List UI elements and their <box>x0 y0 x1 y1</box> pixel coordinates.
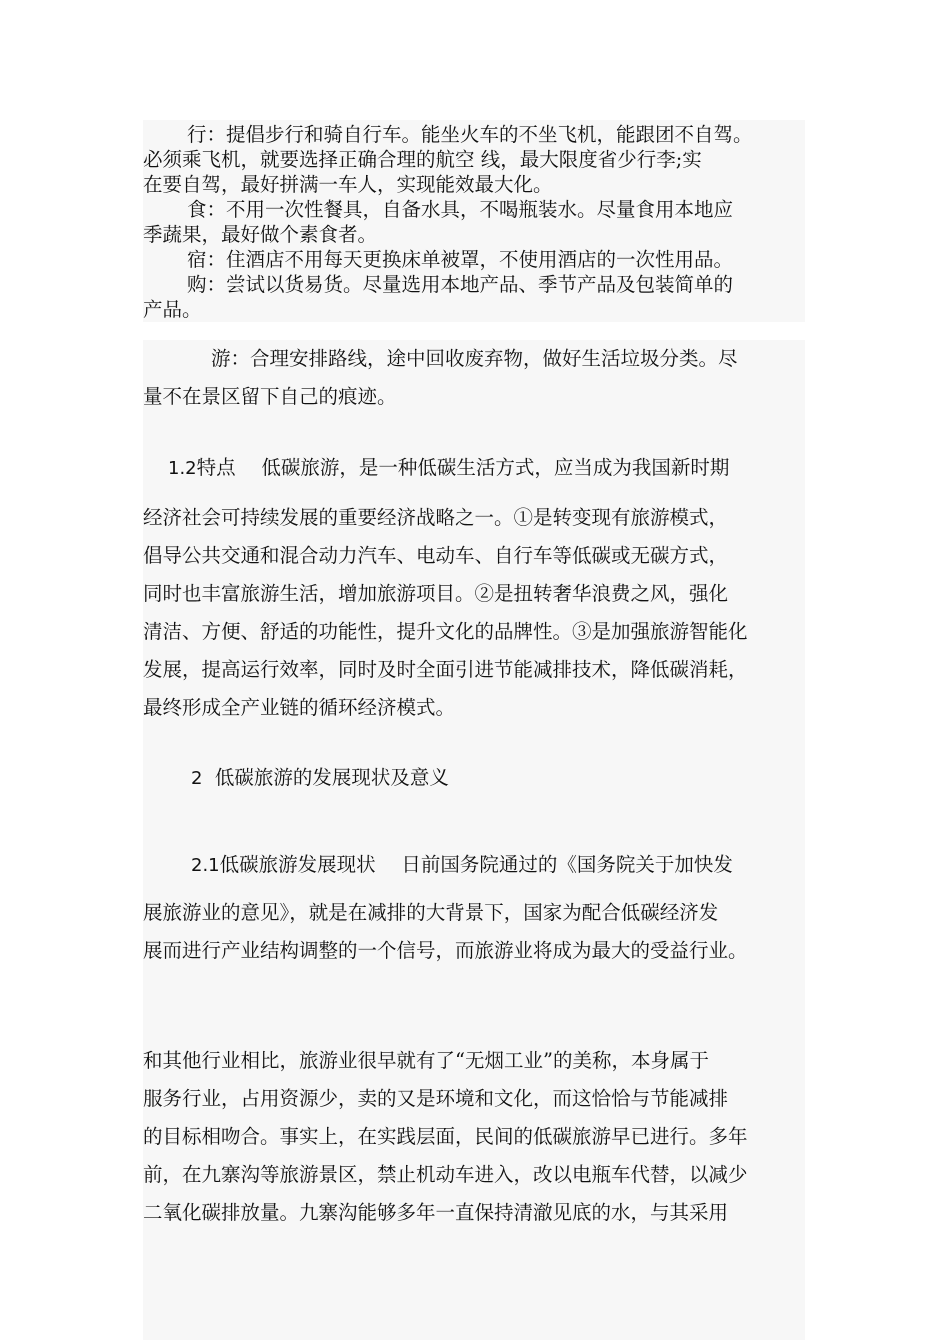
section-2-1-line2: 展旅游业的意见》，就是在减排的大背景下，国家为配合低碳经济发 <box>143 901 719 924</box>
paragraph-line: 的目标相吻合。事实上，在实践层面，民间的低碳旅游早已进行。多年 <box>143 1125 748 1148</box>
section-number: 2 <box>191 768 203 789</box>
paragraph-line: 和其他行业相比，旅游业很早就有了“无烟工业”的美称，本身属于 <box>143 1049 709 1072</box>
section-2-title: 低碳旅游的发展现状及意义 <box>214 766 449 789</box>
section-2-1-heading <box>143 853 861 878</box>
guideline-you-line2: 量不在景区留下自己的痕迹。 <box>143 385 397 408</box>
section-2-1-line1: 低碳旅游发展现状 日前国务院通过的《国务院关于加快发 <box>219 853 733 876</box>
paragraph-line: 前，在九寨沟等旅游景区，禁止机动车进入，改以电瓶车代替，以减少 <box>143 1163 748 1186</box>
section-1-2-line2: 经济社会可持续发展的重要经济战略之一。①是转变现有旅游模式， <box>143 506 729 529</box>
guideline-you-line1: 游：合理安排路线，途中回收废弃物，做好生活垃圾分类。尽 <box>211 347 738 370</box>
section-2-1-line3: 展而进行产业结构调整的一个信号，而旅游业将成为最大的受益行业。 <box>143 939 748 962</box>
guideline-gou-line2: 产品。 <box>143 298 202 321</box>
guideline-su-line1: 宿：住酒店不用每天更换床单被罩，不使用酒店的一次性用品。 <box>187 248 734 271</box>
paragraph-line: 二氧化碳排放量。九寨沟能够多年一直保持清澈见底的水，与其采用 <box>143 1201 729 1224</box>
travel-guidelines-block <box>143 120 805 322</box>
section-1-2-line3: 倡导公共交通和混合动力汽车、电动车、自行车等低碳或无碳方式， <box>143 544 729 567</box>
guideline-xing-line1: 行：提倡步行和骑自行车。能坐火车的不坐飞机，能跟团不自驾。 <box>187 123 753 146</box>
paragraph-line: 服务行业，占用资源少，卖的又是环境和文化，而这恰恰与节能减排 <box>143 1087 729 1110</box>
section-number: 1.2 <box>168 458 197 479</box>
guideline-shi-line2: 季蔬果，最好做个素食者。 <box>143 223 378 246</box>
section-1-2-line1: 特点 低碳旅游，是一种低碳生活方式，应当成为我国新时期 <box>196 456 730 479</box>
body-shading <box>143 340 805 1340</box>
section-1-2-heading <box>143 456 838 481</box>
section-1-2-line5: 清洁、方便、舒适的功能性，提升文化的品牌性。③是加强旅游智能化 <box>143 620 748 643</box>
guideline-shi-line1: 食：不用一次性餐具，自备水具，不喝瓶装水。尽量食用本地应 <box>187 198 734 221</box>
section-number: 2.1 <box>191 855 220 876</box>
guideline-xing-line2: 必须乘飞机，就要选择正确合理的航空 线，最大限度省少行李;实 <box>143 148 702 171</box>
section-1-2-line7: 最终形成全产业链的循环经济模式。 <box>143 696 456 719</box>
section-1-2-line6: 发展，提高运行效率，同时及时全面引进节能减排技术，降低碳消耗， <box>143 658 748 681</box>
guideline-gou-line1: 购：尝试以货易货。尽量选用本地产品、季节产品及包装简单的 <box>187 273 734 296</box>
section-2-heading <box>143 766 861 791</box>
guideline-xing-line3: 在要自驾，最好拼满一车人，实现能效最大化。 <box>143 173 553 196</box>
section-1-2-line4: 同时也丰富旅游生活，增加旅游项目。②是扭转奢华浪费之风，强化 <box>143 582 729 605</box>
